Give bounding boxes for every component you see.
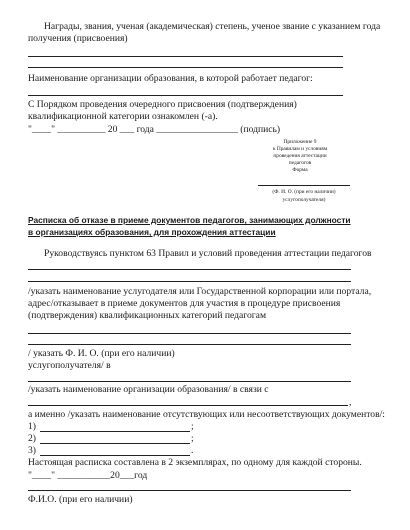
signature-date-line: "____" __________ 20 ___ года _________________ (подпись) [28,124,281,135]
awards-label-line1: Награды, звания, ученая (академическая) степень, ученое звание с указанием года [44,21,381,32]
appendix-number: Приложение 9 [283,139,317,145]
provider-note-line1: /указать наименование услугодателя или Государственной корпорации или портала, [28,286,372,297]
recipient-note-2: услугополучателя) [282,197,326,203]
provider-note-line3: (подтверждения) квалификационных категорий педагогам [28,310,267,321]
familiar-line2: квалификационной категории ознакомлен (-а). [28,111,218,122]
familiar-line1: С Порядком проведения очередного присвоения (подтверждения) [28,99,297,110]
appendix-form: Форма [292,167,308,173]
doc-item-1-end: ; [191,421,194,432]
org-name-line[interactable] [28,381,351,382]
org-label: Наименование организации образования, в которой работает педагог: [28,73,313,84]
receipt-title-line2: в организациях образования, для прохождения аттестации [28,227,276,237]
recipient-name-line[interactable] [258,185,350,186]
doc-item-3-end: . [191,445,194,456]
receipt-title-line1: Расписка об отказе в приеме документов педагогов, занимающих должности [28,215,351,225]
doc-item-1-number: 1) [28,421,36,432]
provider-line-2[interactable] [28,281,351,282]
doc-item-1-line[interactable] [40,431,190,432]
copies-note: Настоящая расписка составлена в 2 экземплярах, по одному для каждой стороны. [28,457,362,468]
provider-note-line2: адрес/отказывает в приеме документов для участия в процедуре присвоения [28,298,341,309]
awards-answer-line-1[interactable] [28,56,343,57]
doc-item-3-number: 3) [28,445,36,456]
fio-note: / указать Ф. И. О. (при его наличии) [28,348,175,359]
receipt-intro: Руководствуясь пунктом 63 Правил и условий проведения аттестации педагогов [44,248,372,259]
signature-name-line[interactable] [28,490,351,491]
awards-label-line2: получения (присвоения) [28,33,128,44]
recipient-note-1: (Ф. И. О. (при его наличии) [272,189,336,195]
recipient-label: услугополучателя/ в [28,360,111,371]
reason-comma: , [349,397,352,408]
appendix-attestation: проведения аттестации [273,153,327,159]
teacher-line-1[interactable] [28,333,351,334]
doc-item-2-end: ; [191,433,194,444]
reason-line[interactable] [28,405,348,406]
appendix-teachers: педагогов [288,160,312,166]
org-note: /указать наименование организации образования/ в связи с [28,384,269,395]
appendix-rules: к Правилам и условиям [272,146,328,152]
missing-docs-label: а именно /указать наименование отсутствующих или несоответствующих документов/: [28,409,385,420]
receipt-date-line: "____" ___________20___год [28,470,148,481]
org-answer-line[interactable] [28,95,343,96]
doc-item-2-line[interactable] [40,443,190,444]
doc-item-2-number: 2) [28,433,36,444]
fio-footer: Ф.И.О. (при его наличии) [28,494,133,505]
provider-line-1[interactable] [28,269,351,270]
awards-answer-line-2[interactable] [28,67,343,68]
doc-item-3-line[interactable] [40,455,190,456]
teacher-line-2[interactable] [28,344,351,345]
